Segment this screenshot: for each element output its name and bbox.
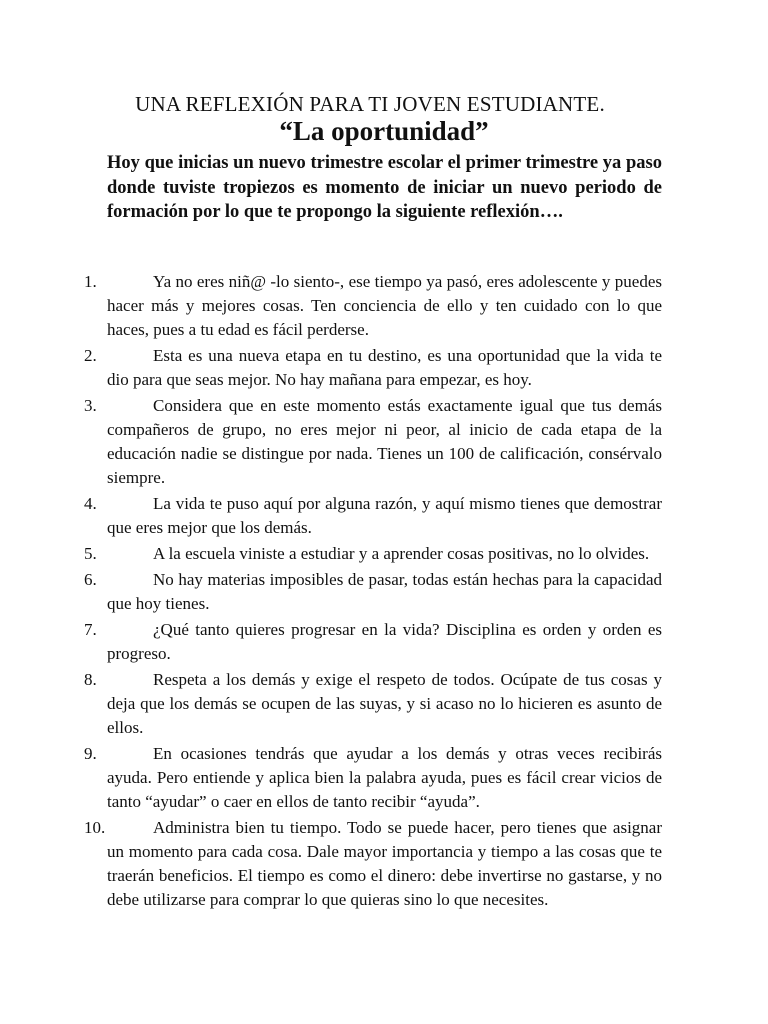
item-text: Considera que en este momento estás exactamente igual que tus demás compañeros de grupo, no eres mejor ni peor, al inicio de cada etapa de la educación nadie se distingue por nada. Tienes un 100 de calificación, consérvalo siempre.: [107, 396, 662, 487]
list-item: [0, 394, 768, 490]
item-number: 9.: [84, 744, 97, 763]
item-number: 7.: [84, 620, 97, 639]
document-heading: UNA REFLEXIÓN PARA TI JOVEN ESTUDIANTE.: [135, 92, 605, 116]
list-item: [0, 742, 768, 814]
item-number: 5.: [84, 544, 97, 563]
list-item: [0, 542, 768, 566]
list-item: [0, 816, 768, 912]
item-text: A la escuela viniste a estudiar y a aprender cosas positivas, no lo olvides.: [153, 544, 650, 563]
item-number: 6.: [84, 570, 97, 589]
item-text: ¿Qué tanto quieres progresar en la vida? Disciplina es orden y orden es progreso.: [107, 620, 662, 663]
item-number: 8.: [84, 670, 97, 689]
item-number: 2.: [84, 346, 97, 365]
item-number: 10.: [84, 818, 106, 837]
reflection-list: [0, 270, 768, 914]
list-item: [0, 618, 768, 666]
item-text: Respeta a los demás y exige el respeto de todos. Ocúpate de tus cosas y deja que los demás se ocupen de las suyas, y si acaso no lo hicieren es asunto de ellos.: [107, 670, 662, 737]
item-text: Administra bien tu tiempo. Todo se puede hacer, pero tienes que asignar un momento para cada cosa. Dale mayor importancia y tiempo a las cosas que te traerán beneficios. El tiempo es como el dinero: debe invertirse no gastarse, y no debe utilizarse para comprar lo que quieras sino lo que necesites.: [107, 818, 662, 909]
item-text: En ocasiones tendrás que ayudar a los demás y otras veces recibirás ayuda. Pero entiende y aplica bien la palabra ayuda, pues es fácil crear vicios de tanto “ayudar” o caer en ellos de tanto recibir “ayuda”.: [107, 744, 662, 811]
document-title: “La oportunidad”: [279, 116, 489, 146]
item-text: Ya no eres niñ@ -lo siento-, ese tiempo ya pasó, eres adolescente y puedes hacer más y mejores cosas. Ten conciencia de ello y ten cuidado con lo que haces, pues a tu edad es fácil perderse.: [107, 272, 662, 339]
item-text: No hay materias imposibles de pasar, todas están hechas para la capacidad que hoy tienes.: [107, 570, 662, 613]
list-item: [0, 270, 768, 342]
item-number: 1.: [84, 272, 97, 291]
list-item: [0, 344, 768, 392]
intro-paragraph: Hoy que inicias un nuevo trimestre escolar el primer trimestre ya paso donde tuviste tropiezos es momento de iniciar un nuevo periodo de formación por lo que te propongo la siguiente reflexión….: [107, 153, 662, 222]
item-text: La vida te puso aquí por alguna razón, y aquí mismo tienes que demostrar que eres mejor que los demás.: [107, 494, 662, 537]
item-text: Esta es una nueva etapa en tu destino, es una oportunidad que la vida te dio para que seas mejor. No hay mañana para empezar, es hoy.: [107, 346, 662, 389]
list-item: [0, 668, 768, 740]
list-item: [0, 568, 768, 616]
list-item: [0, 492, 768, 540]
item-number: 4.: [84, 494, 97, 513]
item-number: 3.: [84, 396, 97, 415]
